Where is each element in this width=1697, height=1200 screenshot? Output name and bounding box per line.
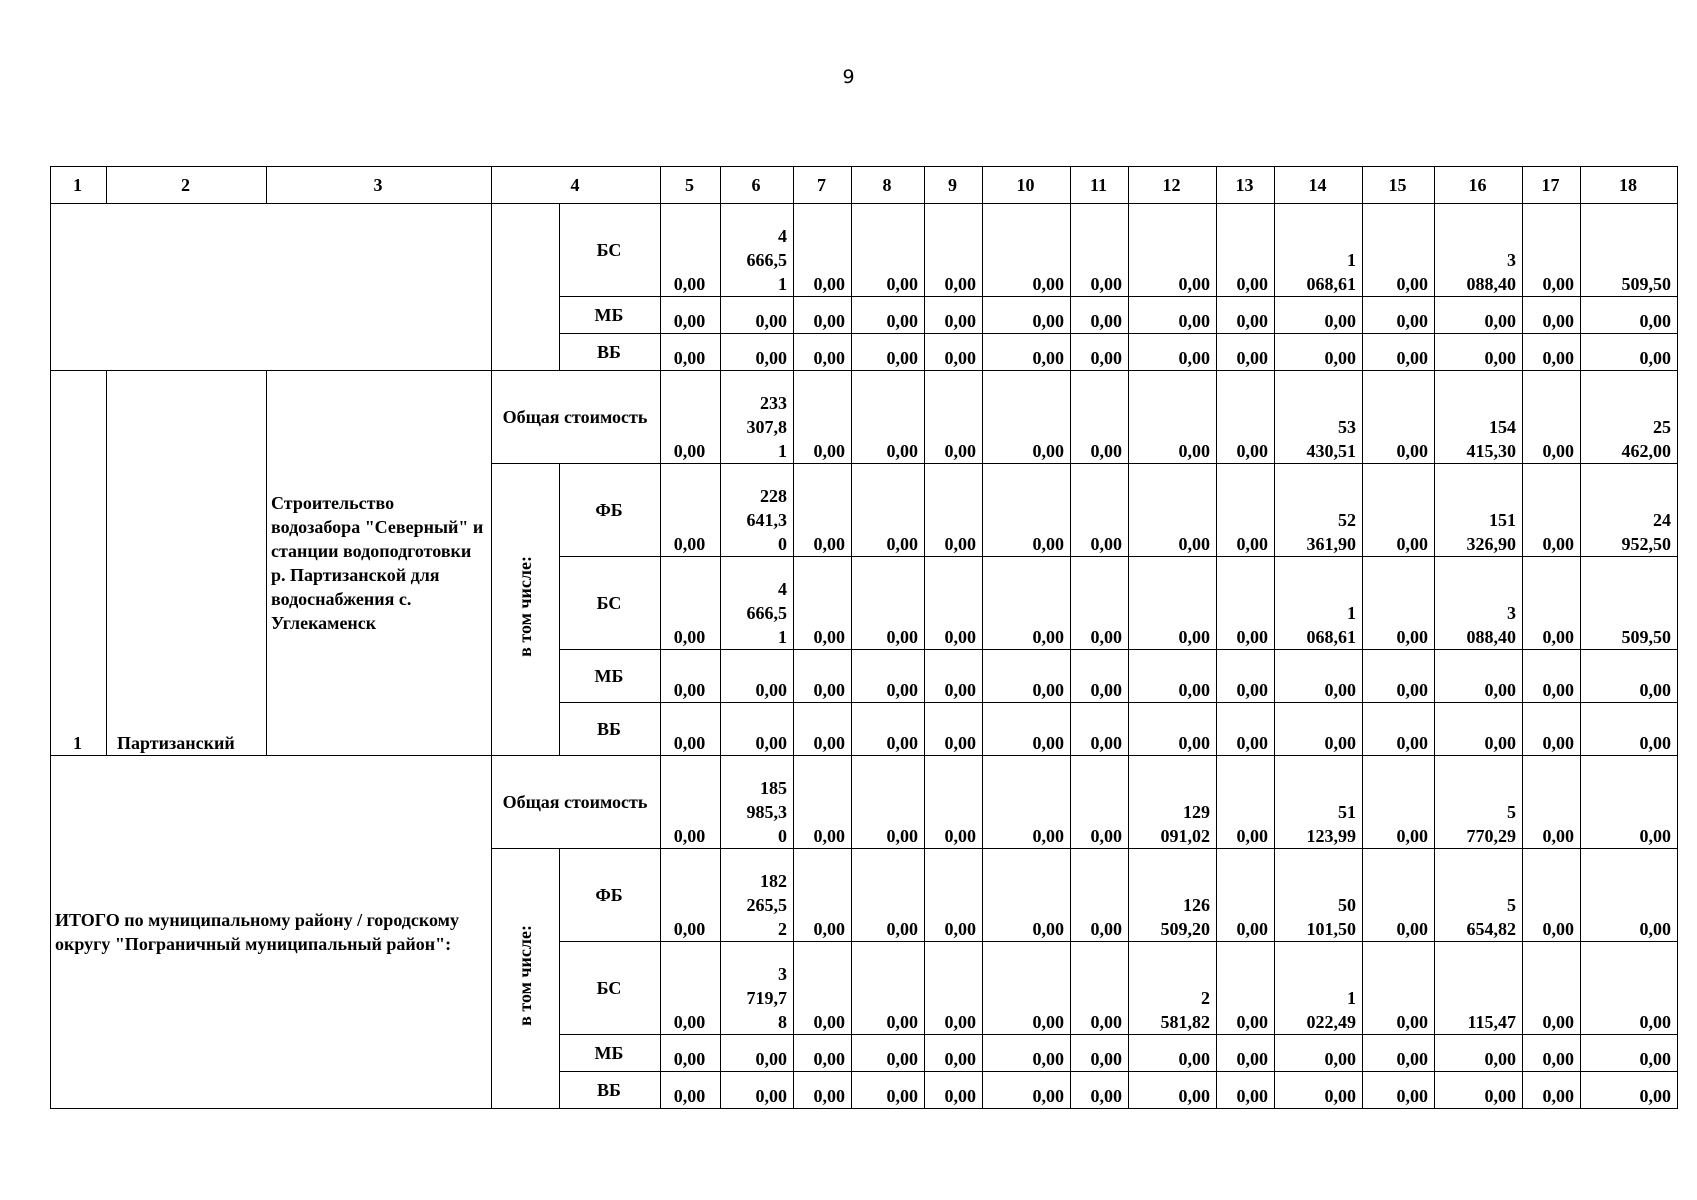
value-cell-col-11: 0,00 xyxy=(1071,703,1129,756)
value-cell-col-14: 51 123,99 xyxy=(1275,756,1363,849)
value-cell-col-18: 25 462,00 xyxy=(1581,371,1678,464)
value-cell-col-5: 0,00 xyxy=(661,334,721,371)
value-cell-col-11: 0,00 xyxy=(1071,650,1129,703)
value-cell-col-15: 0,00 xyxy=(1363,204,1435,297)
value-cell-col-14: 0,00 xyxy=(1275,650,1363,703)
column-number-17: 17 xyxy=(1523,167,1581,204)
value-cell-col-12: 2 581,82 xyxy=(1129,942,1217,1035)
value-cell-col-9: 0,00 xyxy=(925,1072,983,1109)
total-cost-label: Общая стоимость xyxy=(492,371,661,464)
value-cell-col-7: 0,00 xyxy=(794,756,852,849)
in-that-number-label xyxy=(492,849,560,1109)
value-cell-col-13: 0,00 xyxy=(1217,297,1275,334)
value-cell-col-15: 0,00 xyxy=(1363,650,1435,703)
value-cell-col-11: 0,00 xyxy=(1071,297,1129,334)
value-cell-col-13: 0,00 xyxy=(1217,1072,1275,1109)
value-cell-col-10: 0,00 xyxy=(983,464,1071,557)
value-cell-col-13: 0,00 xyxy=(1217,557,1275,650)
value-cell-col-18: 509,50 xyxy=(1581,204,1678,297)
in-that-number-text: в том числе: xyxy=(514,925,535,1026)
value-cell-col-11: 0,00 xyxy=(1071,464,1129,557)
value-cell-col-17: 0,00 xyxy=(1523,1072,1581,1109)
value-cell-col-16: 5 770,29 xyxy=(1435,756,1523,849)
value-cell-col-13: 0,00 xyxy=(1217,756,1275,849)
object-name: Строительство водозабора "Северный" и станции водоподготовки р. Партизанской для водоснабжения с. Углекаменск xyxy=(267,371,492,756)
value-cell-col-15: 0,00 xyxy=(1363,849,1435,942)
value-cell-col-8: 0,00 xyxy=(852,557,925,650)
value-cell-col-15: 0,00 xyxy=(1363,1072,1435,1109)
value-cell-col-5: 0,00 xyxy=(661,703,721,756)
value-cell-col-12: 0,00 xyxy=(1129,371,1217,464)
value-cell-col-11: 0,00 xyxy=(1071,849,1129,942)
value-cell-col-13: 0,00 xyxy=(1217,334,1275,371)
value-cell-col-9: 0,00 xyxy=(925,464,983,557)
value-cell-col-5: 0,00 xyxy=(661,1035,721,1072)
value-cell-col-15: 0,00 xyxy=(1363,756,1435,849)
value-cell-col-10: 0,00 xyxy=(983,650,1071,703)
budget-table xyxy=(50,166,1678,1109)
value-cell-col-17: 0,00 xyxy=(1523,204,1581,297)
value-cell-col-6: 4 666,5 1 xyxy=(721,204,794,297)
page-number: 9 xyxy=(842,66,855,88)
value-cell-col-11: 0,00 xyxy=(1071,557,1129,650)
value-cell-col-9: 0,00 xyxy=(925,703,983,756)
column-number-10: 10 xyxy=(983,167,1071,204)
value-cell-col-12: 126 509,20 xyxy=(1129,849,1217,942)
fund-label: БС xyxy=(560,942,661,1035)
column-number-9: 9 xyxy=(925,167,983,204)
value-cell-col-7: 0,00 xyxy=(794,1072,852,1109)
value-cell-col-15: 0,00 xyxy=(1363,703,1435,756)
value-cell-col-12: 0,00 xyxy=(1129,557,1217,650)
value-cell-col-8: 0,00 xyxy=(852,756,925,849)
value-cell-col-16: 0,00 xyxy=(1435,297,1523,334)
column-number-13: 13 xyxy=(1217,167,1275,204)
value-cell-col-10: 0,00 xyxy=(983,557,1071,650)
value-cell-col-5: 0,00 xyxy=(661,464,721,557)
value-cell-col-9: 0,00 xyxy=(925,650,983,703)
table-row xyxy=(51,204,1678,297)
district-name: Партизанский xyxy=(107,371,267,756)
value-cell-col-17: 0,00 xyxy=(1523,942,1581,1035)
value-cell-col-11: 0,00 xyxy=(1071,1072,1129,1109)
value-cell-col-16: 0,00 xyxy=(1435,650,1523,703)
value-cell-col-13: 0,00 xyxy=(1217,204,1275,297)
value-cell-col-11: 0,00 xyxy=(1071,942,1129,1035)
value-cell-col-17: 0,00 xyxy=(1523,849,1581,942)
project-total-row xyxy=(51,371,1678,464)
column-number-16: 16 xyxy=(1435,167,1523,204)
value-cell-col-5: 0,00 xyxy=(661,849,721,942)
column-number-3: 3 xyxy=(267,167,492,204)
value-cell-col-5: 0,00 xyxy=(661,557,721,650)
value-cell-col-11: 0,00 xyxy=(1071,204,1129,297)
value-cell-col-16: 0,00 xyxy=(1435,703,1523,756)
value-cell-col-10: 0,00 xyxy=(983,756,1071,849)
value-cell-col-18: 0,00 xyxy=(1581,1035,1678,1072)
value-cell-col-11: 0,00 xyxy=(1071,371,1129,464)
value-cell-col-5: 0,00 xyxy=(661,204,721,297)
fund-label: ФБ xyxy=(560,849,661,942)
value-cell-col-14: 1 068,61 xyxy=(1275,557,1363,650)
value-cell-col-8: 0,00 xyxy=(852,1035,925,1072)
column-number-1: 1 xyxy=(51,167,107,204)
total-cost-label: Общая стоимость xyxy=(492,756,661,849)
value-cell-col-6: 228 641,3 0 xyxy=(721,464,794,557)
value-cell-col-9: 0,00 xyxy=(925,849,983,942)
column-number-11: 11 xyxy=(1071,167,1129,204)
value-cell-col-6: 0,00 xyxy=(721,297,794,334)
value-cell-col-16: 0,00 xyxy=(1435,1035,1523,1072)
value-cell-col-5: 0,00 xyxy=(661,371,721,464)
fund-label: ВБ xyxy=(560,334,661,371)
value-cell-col-10: 0,00 xyxy=(983,703,1071,756)
value-cell-col-17: 0,00 xyxy=(1523,371,1581,464)
value-cell-col-6: 3 719,7 8 xyxy=(721,942,794,1035)
value-cell-col-9: 0,00 xyxy=(925,557,983,650)
fund-label: МБ xyxy=(560,1035,661,1072)
value-cell-col-8: 0,00 xyxy=(852,942,925,1035)
value-cell-col-10: 0,00 xyxy=(983,849,1071,942)
value-cell-col-8: 0,00 xyxy=(852,297,925,334)
value-cell-col-16: 151 326,90 xyxy=(1435,464,1523,557)
value-cell-col-11: 0,00 xyxy=(1071,334,1129,371)
fund-label: ФБ xyxy=(560,464,661,557)
itogo-total-row xyxy=(51,756,1678,849)
value-cell-col-15: 0,00 xyxy=(1363,297,1435,334)
value-cell-col-13: 0,00 xyxy=(1217,464,1275,557)
row-index: 1 xyxy=(51,371,107,756)
value-cell-col-8: 0,00 xyxy=(852,1072,925,1109)
value-cell-col-9: 0,00 xyxy=(925,756,983,849)
value-cell-col-12: 0,00 xyxy=(1129,204,1217,297)
value-cell-col-12: 0,00 xyxy=(1129,297,1217,334)
value-cell-col-6: 185 985,3 0 xyxy=(721,756,794,849)
value-cell-col-12: 129 091,02 xyxy=(1129,756,1217,849)
value-cell-col-7: 0,00 xyxy=(794,849,852,942)
value-cell-col-7: 0,00 xyxy=(794,1035,852,1072)
value-cell-col-7: 0,00 xyxy=(794,650,852,703)
value-cell-col-18: 0,00 xyxy=(1581,1072,1678,1109)
column-number-14: 14 xyxy=(1275,167,1363,204)
value-cell-col-10: 0,00 xyxy=(983,1072,1071,1109)
value-cell-col-8: 0,00 xyxy=(852,371,925,464)
value-cell-col-15: 0,00 xyxy=(1363,557,1435,650)
value-cell-col-9: 0,00 xyxy=(925,297,983,334)
value-cell-col-9: 0,00 xyxy=(925,942,983,1035)
value-cell-col-12: 0,00 xyxy=(1129,703,1217,756)
value-cell-col-18: 0,00 xyxy=(1581,650,1678,703)
value-cell-col-8: 0,00 xyxy=(852,464,925,557)
value-cell-col-17: 0,00 xyxy=(1523,297,1581,334)
value-cell-col-14: 0,00 xyxy=(1275,1072,1363,1109)
value-cell-col-10: 0,00 xyxy=(983,334,1071,371)
value-cell-col-7: 0,00 xyxy=(794,371,852,464)
value-cell-col-13: 0,00 xyxy=(1217,1035,1275,1072)
value-cell-col-8: 0,00 xyxy=(852,849,925,942)
value-cell-col-15: 0,00 xyxy=(1363,942,1435,1035)
empty-continuation-cell xyxy=(51,204,492,371)
in-that-number-label xyxy=(492,464,560,756)
value-cell-col-15: 0,00 xyxy=(1363,334,1435,371)
value-cell-col-8: 0,00 xyxy=(852,334,925,371)
value-cell-col-5: 0,00 xyxy=(661,650,721,703)
value-cell-col-16: 115,47 xyxy=(1435,942,1523,1035)
value-cell-col-15: 0,00 xyxy=(1363,371,1435,464)
itogo-label: ИТОГО по муниципальному району / городскому округу "Пограничный муниципальный район": xyxy=(51,756,492,1109)
value-cell-col-9: 0,00 xyxy=(925,204,983,297)
value-cell-col-7: 0,00 xyxy=(794,942,852,1035)
value-cell-col-12: 0,00 xyxy=(1129,1035,1217,1072)
fund-label: МБ xyxy=(560,297,661,334)
value-cell-col-16: 5 654,82 xyxy=(1435,849,1523,942)
value-cell-col-8: 0,00 xyxy=(852,703,925,756)
value-cell-col-9: 0,00 xyxy=(925,1035,983,1072)
value-cell-col-14: 53 430,51 xyxy=(1275,371,1363,464)
value-cell-col-13: 0,00 xyxy=(1217,942,1275,1035)
value-cell-col-13: 0,00 xyxy=(1217,703,1275,756)
value-cell-col-13: 0,00 xyxy=(1217,650,1275,703)
column-number-18: 18 xyxy=(1581,167,1678,204)
column-number-2: 2 xyxy=(107,167,267,204)
value-cell-col-17: 0,00 xyxy=(1523,756,1581,849)
value-cell-col-17: 0,00 xyxy=(1523,557,1581,650)
value-cell-col-18: 0,00 xyxy=(1581,703,1678,756)
value-cell-col-7: 0,00 xyxy=(794,297,852,334)
value-cell-col-17: 0,00 xyxy=(1523,1035,1581,1072)
value-cell-col-16: 3 088,40 xyxy=(1435,557,1523,650)
fund-label: БС xyxy=(560,557,661,650)
value-cell-col-18: 0,00 xyxy=(1581,756,1678,849)
value-cell-col-14: 0,00 xyxy=(1275,1035,1363,1072)
value-cell-col-14: 0,00 xyxy=(1275,334,1363,371)
value-cell-col-16: 3 088,40 xyxy=(1435,204,1523,297)
value-cell-col-7: 0,00 xyxy=(794,703,852,756)
value-cell-col-7: 0,00 xyxy=(794,334,852,371)
value-cell-col-18: 0,00 xyxy=(1581,942,1678,1035)
column-number-8: 8 xyxy=(852,167,925,204)
value-cell-col-7: 0,00 xyxy=(794,204,852,297)
value-cell-col-16: 154 415,30 xyxy=(1435,371,1523,464)
value-cell-col-6: 4 666,5 1 xyxy=(721,557,794,650)
column-number-4: 4 xyxy=(492,167,661,204)
value-cell-col-17: 0,00 xyxy=(1523,464,1581,557)
value-cell-col-18: 0,00 xyxy=(1581,334,1678,371)
column-number-row xyxy=(51,167,1678,204)
column-number-6: 6 xyxy=(721,167,794,204)
value-cell-col-7: 0,00 xyxy=(794,557,852,650)
value-cell-col-15: 0,00 xyxy=(1363,464,1435,557)
value-cell-col-12: 0,00 xyxy=(1129,1072,1217,1109)
fund-label: ВБ xyxy=(560,1072,661,1109)
value-cell-col-17: 0,00 xyxy=(1523,650,1581,703)
value-cell-col-10: 0,00 xyxy=(983,297,1071,334)
value-cell-col-12: 0,00 xyxy=(1129,650,1217,703)
value-cell-col-15: 0,00 xyxy=(1363,1035,1435,1072)
value-cell-col-14: 1 068,61 xyxy=(1275,204,1363,297)
column-number-7: 7 xyxy=(794,167,852,204)
value-cell-col-18: 0,00 xyxy=(1581,297,1678,334)
value-cell-col-11: 0,00 xyxy=(1071,756,1129,849)
value-cell-col-6: 0,00 xyxy=(721,650,794,703)
value-cell-col-5: 0,00 xyxy=(661,756,721,849)
value-cell-col-6: 0,00 xyxy=(721,1035,794,1072)
value-cell-col-13: 0,00 xyxy=(1217,849,1275,942)
value-cell-col-7: 0,00 xyxy=(794,464,852,557)
fund-label: БС xyxy=(560,204,661,297)
value-cell-col-10: 0,00 xyxy=(983,371,1071,464)
value-cell-col-6: 233 307,8 1 xyxy=(721,371,794,464)
value-cell-col-10: 0,00 xyxy=(983,1035,1071,1072)
value-cell-col-5: 0,00 xyxy=(661,942,721,1035)
value-cell-col-14: 0,00 xyxy=(1275,297,1363,334)
value-cell-col-6: 0,00 xyxy=(721,1072,794,1109)
column-number-5: 5 xyxy=(661,167,721,204)
value-cell-col-9: 0,00 xyxy=(925,371,983,464)
value-cell-col-18: 0,00 xyxy=(1581,849,1678,942)
value-cell-col-14: 1 022,49 xyxy=(1275,942,1363,1035)
value-cell-col-6: 182 265,5 2 xyxy=(721,849,794,942)
value-cell-col-11: 0,00 xyxy=(1071,1035,1129,1072)
value-cell-col-12: 0,00 xyxy=(1129,334,1217,371)
value-cell-col-14: 52 361,90 xyxy=(1275,464,1363,557)
value-cell-col-18: 509,50 xyxy=(1581,557,1678,650)
value-cell-col-10: 0,00 xyxy=(983,204,1071,297)
value-cell-col-8: 0,00 xyxy=(852,204,925,297)
value-cell-col-12: 0,00 xyxy=(1129,464,1217,557)
fund-label: МБ xyxy=(560,650,661,703)
value-cell-col-5: 0,00 xyxy=(661,297,721,334)
value-cell-col-18: 24 952,50 xyxy=(1581,464,1678,557)
empty-vertical-cell xyxy=(492,204,560,371)
value-cell-col-17: 0,00 xyxy=(1523,334,1581,371)
fund-label: ВБ xyxy=(560,703,661,756)
value-cell-col-10: 0,00 xyxy=(983,942,1071,1035)
value-cell-col-14: 0,00 xyxy=(1275,703,1363,756)
value-cell-col-14: 50 101,50 xyxy=(1275,849,1363,942)
column-number-12: 12 xyxy=(1129,167,1217,204)
value-cell-col-9: 0,00 xyxy=(925,334,983,371)
value-cell-col-13: 0,00 xyxy=(1217,371,1275,464)
value-cell-col-6: 0,00 xyxy=(721,703,794,756)
value-cell-col-17: 0,00 xyxy=(1523,703,1581,756)
value-cell-col-5: 0,00 xyxy=(661,1072,721,1109)
value-cell-col-16: 0,00 xyxy=(1435,1072,1523,1109)
in-that-number-text: в том числе: xyxy=(514,556,535,657)
value-cell-col-6: 0,00 xyxy=(721,334,794,371)
column-number-15: 15 xyxy=(1363,167,1435,204)
value-cell-col-8: 0,00 xyxy=(852,650,925,703)
value-cell-col-16: 0,00 xyxy=(1435,334,1523,371)
